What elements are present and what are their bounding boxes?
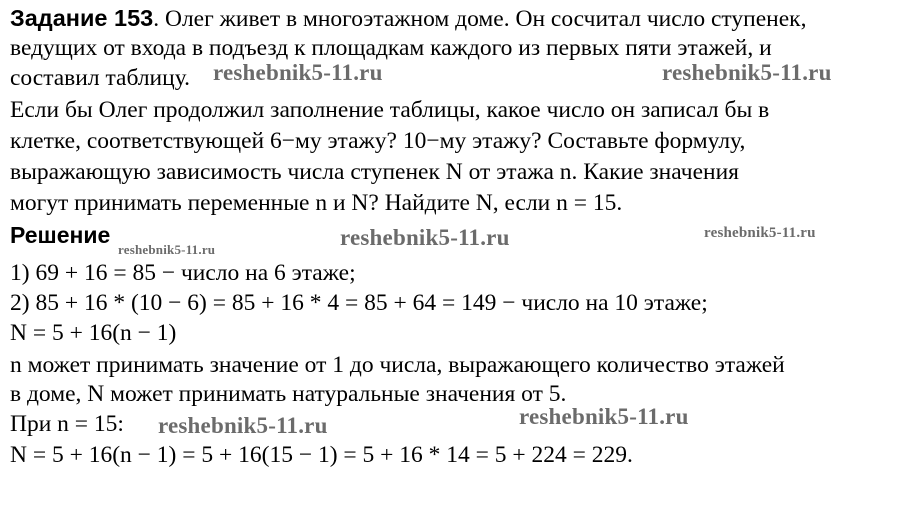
watermark: reshebnik5-11.ru — [519, 404, 689, 429]
problem-line-5: клетке, соответствующей 6−му этажу? 10−му этажу? Составьте формулу, — [10, 128, 746, 154]
solution-line-4: n может принимать значение от 1 до числа, выражающего количество этажей — [10, 352, 785, 378]
solution-line-5: в доме, N может принимать натуральные значения от 5. — [10, 381, 567, 407]
watermark: reshebnik5-11.ru — [118, 242, 216, 257]
solution-line-3: N = 5 + 16(n − 1) — [10, 320, 177, 346]
watermark: reshebnik5-11.ru — [704, 225, 816, 241]
watermark: reshebnik5-11.ru — [158, 413, 328, 438]
solution-line-6: При n = 15: — [10, 411, 124, 437]
watermark: reshebnik5-11.ru — [662, 60, 832, 85]
problem-line-4: Если бы Олег продолжил заполнение таблицы, какое число он записал бы в — [10, 97, 770, 123]
solution-heading: Решение — [10, 222, 111, 248]
solution-line-1: 1) 69 + 16 = 85 − число на 6 этаже; — [10, 260, 356, 286]
solution-line-2: 2) 85 + 16 * (10 − 6) = 85 + 16 * 4 = 85 + 64 = 149 − число на 10 этаже; — [10, 290, 708, 316]
problem-line-2: ведущих от входа в подъезд к площадкам каждого из первых пяти этажей, и — [10, 35, 772, 61]
problem-line-1 — [10, 3, 806, 34]
watermark: reshebnik5-11.ru — [340, 225, 510, 250]
problem-text-1: . Олег живет в многоэтажном доме. Он сосчитал число ступенек, — [153, 6, 807, 32]
problem-line-7: могут принимать переменные n и N? Найдите N, если n = 15. — [10, 190, 623, 216]
task-label: Задание 153 — [10, 5, 154, 31]
problem-line-6: выражающую зависимость числа ступенек N от этажа n. Какие значения — [10, 159, 739, 185]
solution-line-7: N = 5 + 16(n − 1) = 5 + 16(15 − 1) = 5 + 16 * 14 = 5 + 224 = 229. — [10, 442, 633, 468]
watermark: reshebnik5-11.ru — [213, 60, 383, 85]
problem-line-3: составил таблицу. — [10, 65, 190, 91]
